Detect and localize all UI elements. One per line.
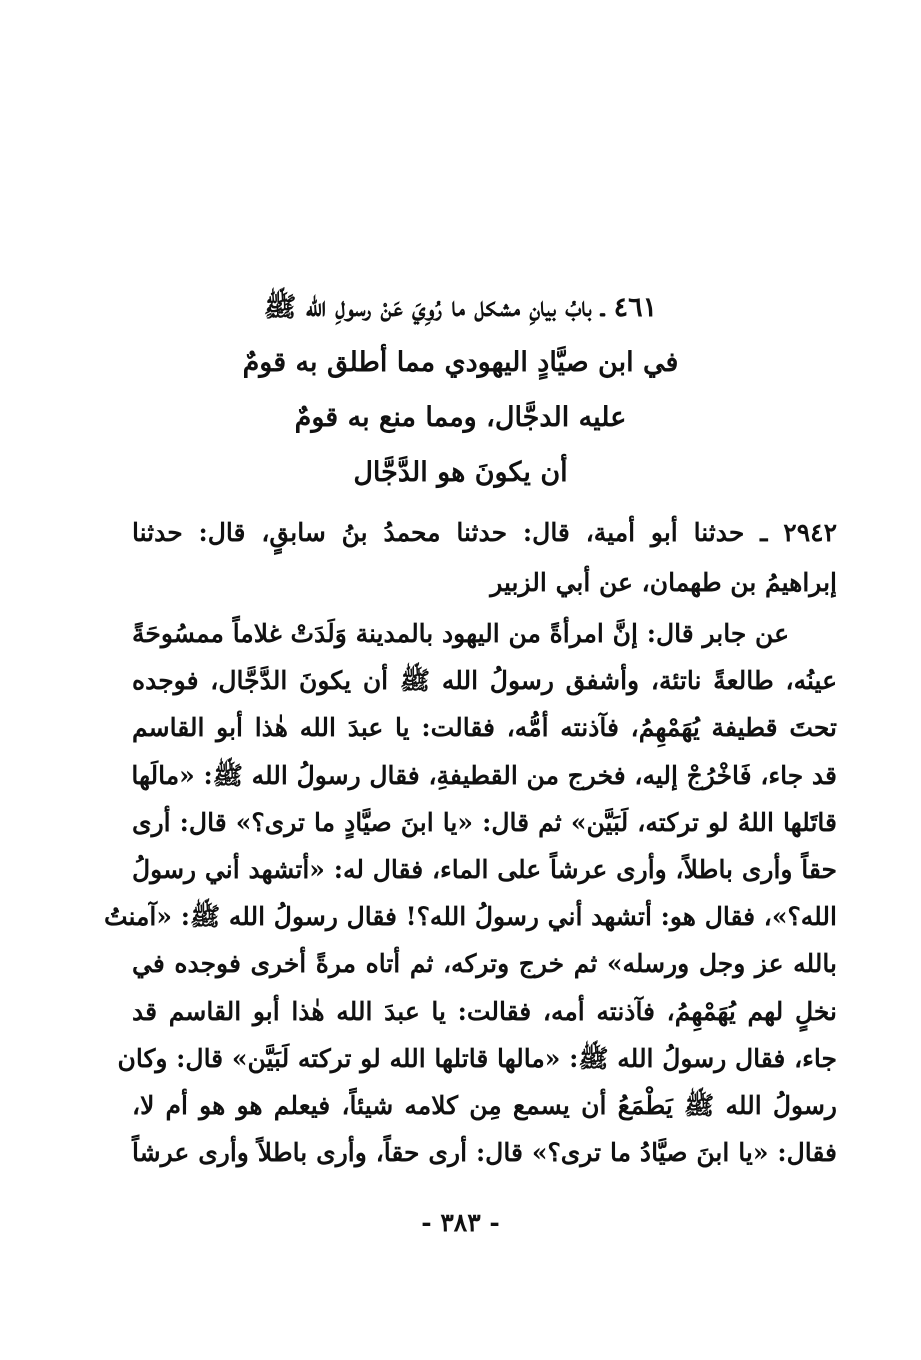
page-number: - ٣٨٣ - <box>421 1208 500 1237</box>
chapter-heading-line: في ابن صيَّادٍ اليهودي مما أطلق به قومٌ <box>242 347 679 378</box>
hadith-text-line: تحتَ قطيفة يُهَمْهِمُ، فآذنته أمُّه، فقالت: يا عبدَ الله هٰذا أبو القاسم <box>132 713 837 743</box>
isnad-line: ٢٩٤٢ ـ حدثنا أبو أمية، قال: حدثنا محمدُ بنُ سابقٍ، قال: حدثنا <box>132 518 837 547</box>
chapter-heading-line: ٤٦١ ـ بابُ بيانِ مشكل ما رُوِيَ عَنْ رسولِ الله ﷺ <box>263 292 658 323</box>
hadith-text-line: رسولُ الله ﷺ يَطْمَعُ أن يسمع مِن كلامه شيئاً، فيعلم هو هو أم لا، <box>132 1091 837 1121</box>
hadith-text-line: عينُه، طالعةً ناتئة، وأشفق رسولُ الله ﷺ أن يكونَ الدَّجَّال، فوجده <box>132 666 837 696</box>
chapter-heading-line: عليه الدجَّال، ومما منع به قومٌ <box>294 402 627 433</box>
hadith-text-line: الله؟»، فقال هو: أتشهد أني رسولُ الله؟! فقال رسولُ الله ﷺ: «آمنتُ <box>103 902 837 932</box>
isnad-line: إبراهيمُ بن طهمان، عن أبي الزبير <box>490 568 837 597</box>
hadith-text-line: قد جاء، فَاخْرُجْ إليه، فخرج من القطيفةِ، فقال رسولُ الله ﷺ: «مالَها <box>131 760 837 790</box>
chapter-heading-line: أن يكونَ هو الدَّجَّال <box>353 457 568 488</box>
hadith-text-line: نخلٍ لهم يُهَمْهِمُ، فآذنته أمه، فقالت: يا عبدَ الله هٰذا أبو القاسم قد <box>132 996 837 1026</box>
hadith-text-line: جاء، فقال رسولُ الله ﷺ: «مالها قاتلها الله لو تركته لَبَيَّن» قال: وكان <box>117 1043 837 1073</box>
hadith-text-line: فقال: «يا ابنَ صيَّادُ ما ترى؟» قال: أرى حقاً، وأرى باطلاً وأرى عرشاً <box>132 1138 837 1168</box>
chapter-heading <box>120 280 801 500</box>
hadith-text-line: حقاً وأرى باطلاً، وأرى عرشاً على الماء، فقال له: «أتشهد أني رسولُ <box>132 855 837 885</box>
hadith-text-line: بالله عز وجل ورسله» ثم خرج وتركه، ثم أتاه مرةً أخرى فوجده في <box>132 949 837 979</box>
hadith-isnad <box>132 508 837 608</box>
hadith-text-line: قاتَلها اللهُ لو تركته، لَبَيَّن» ثم قال: «يا ابنَ صيَّادٍ ما ترى؟» قال: أرى <box>132 807 837 837</box>
hadith-text <box>103 610 837 1176</box>
hadith-text-line: عن جابر قال: إنَّ امرأةً من اليهود بالمدينة وَلَدَتْ غلاماً ممسُوحَةً <box>132 619 789 648</box>
